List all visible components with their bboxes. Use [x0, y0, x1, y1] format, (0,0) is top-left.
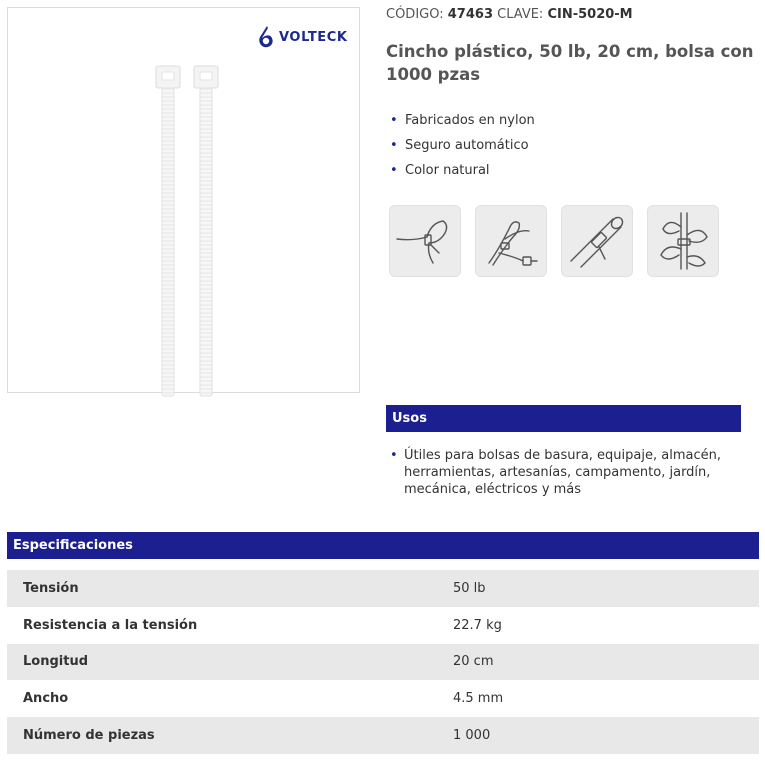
usage-icon-tiles	[389, 205, 719, 277]
volteck-logo-icon	[256, 25, 276, 49]
spec-value: 20 cm	[453, 654, 494, 670]
vine-tie-icon	[647, 205, 719, 277]
spec-value: 4.5 mm	[453, 691, 504, 707]
spec-label: Tensión	[23, 580, 79, 596]
specs-heading-bar	[7, 532, 759, 559]
specs-table	[7, 570, 759, 754]
table-row	[7, 717, 759, 754]
feature-item: • Fabricados en nylon	[388, 108, 535, 133]
feature-item: • Seguro automático	[388, 133, 535, 158]
table-row	[7, 570, 759, 607]
usos-heading-bar	[386, 405, 741, 432]
feature-item: • Color natural	[388, 158, 535, 183]
product-image-frame	[7, 7, 360, 393]
clave-label: CLAVE:	[497, 7, 544, 22]
brand-logo	[256, 24, 348, 50]
spec-value: 1 000	[453, 728, 491, 744]
cable-tie-icon	[475, 205, 547, 277]
spec-label: Ancho	[23, 691, 69, 707]
code-label: CÓDIGO:	[386, 7, 444, 22]
brand-name: VOLTECK	[279, 29, 348, 45]
table-row	[7, 607, 759, 644]
spec-label: Resistencia a la tensión	[23, 617, 198, 633]
table-row	[7, 680, 759, 717]
spec-value: 22.7 kg	[453, 617, 502, 633]
spec-value: 50 lb	[453, 580, 486, 596]
spec-label: Longitud	[23, 654, 89, 670]
specs-heading: Especificaciones	[13, 538, 133, 553]
product-title: Cincho plástico, 50 lb, 20 cm, bolsa con 1000 pzas	[386, 42, 754, 84]
code-value: 47463	[447, 7, 493, 22]
pipe-tie-icon	[561, 205, 633, 277]
feature-list	[388, 108, 535, 183]
table-row	[7, 644, 759, 681]
clave-value: CIN-5020-M	[547, 7, 633, 22]
cable-ties-image	[148, 63, 228, 403]
usos-text: • Útiles para bolsas de basura, equipaje, almacén, herramientas, artesanías, campamento, jardín, mecánica, eléctricos y más	[388, 447, 733, 498]
product-code-line	[386, 7, 633, 22]
usos-heading: Usos	[392, 411, 427, 426]
plant-tie-icon	[389, 205, 461, 277]
spec-label: Número de piezas	[23, 728, 155, 744]
